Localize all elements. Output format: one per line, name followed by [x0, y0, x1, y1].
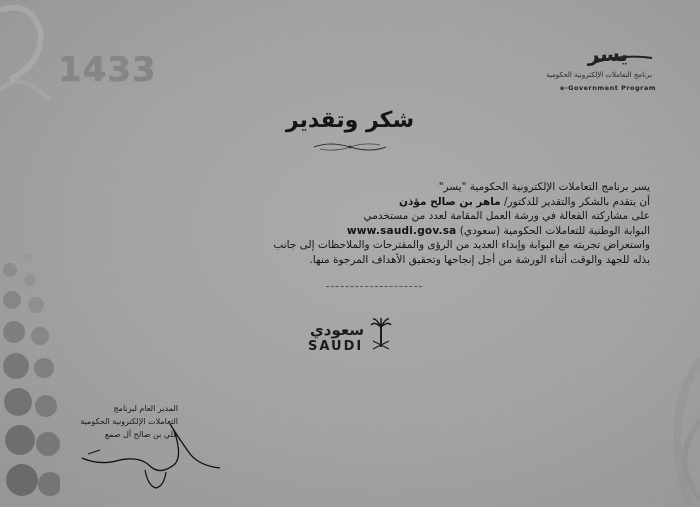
- signature-title-line-2: التعاملات الإلكترونية الحكومية: [80, 417, 178, 426]
- saudi-portal-logo: [300, 315, 400, 360]
- body-line-4-text: البوابة الوطنية للتعاملات الحكومية (سعودي): [459, 224, 650, 237]
- body-line-4: [90, 224, 650, 239]
- dot-pattern-decoration: [0, 240, 60, 507]
- body-line-2: [90, 195, 650, 210]
- palm-emblem-icon: [370, 317, 392, 353]
- body-line-6: بذله للجهد والوقت أثناء الورشة من أجل إنجاحها وتحقيق الأهداف المرجوة منها.: [309, 253, 650, 266]
- recipient-name: ماهر بن صالح مؤذن: [399, 195, 501, 208]
- yesser-logo-english-name: e-Government Program: [560, 84, 657, 92]
- portal-url: www.saudi.gov.sa: [346, 224, 457, 237]
- year-watermark: 1433: [58, 50, 157, 90]
- saudi-logo-english: SAUDI: [308, 339, 364, 354]
- signature-title-line-1: المدير العام لبرنامج: [113, 404, 178, 413]
- body-line-3: على مشاركته الفعالة في ورشة العمل المقامة لعدد من مستخدمي: [363, 210, 650, 223]
- yesser-logo: [546, 40, 660, 92]
- body-line-5: واستعراض تجربته مع البوابة وإبداء العديد من الرؤى والمقترحات والملاحظات إلى جانب: [273, 239, 650, 252]
- certificate-body: [90, 180, 650, 268]
- corner-decoration-bottom-right: [560, 300, 700, 507]
- body-line-2-prefix: أن يتقدم بالشكر والتقدير للدكتور/: [504, 195, 650, 208]
- yesser-logo-arabic-name: برنامج التعاملات الإلكترونية الحكومية: [546, 71, 652, 79]
- signatory-name: علي بن صالح آل صمع: [104, 430, 178, 439]
- certificate-title: شكر وتقدير: [285, 108, 415, 133]
- body-line-1: يسر برنامج التعاملات الإلكترونية الحكومية "يسر": [438, 181, 650, 193]
- body-underline: [326, 286, 422, 288]
- yesser-logo-swoosh-icon: [594, 52, 654, 66]
- title-ornament-icon: [310, 140, 390, 154]
- yesser-logo-mark: يسر: [587, 42, 628, 66]
- handwritten-signature: [80, 410, 230, 490]
- saudi-logo-arabic: سعودي: [310, 321, 365, 339]
